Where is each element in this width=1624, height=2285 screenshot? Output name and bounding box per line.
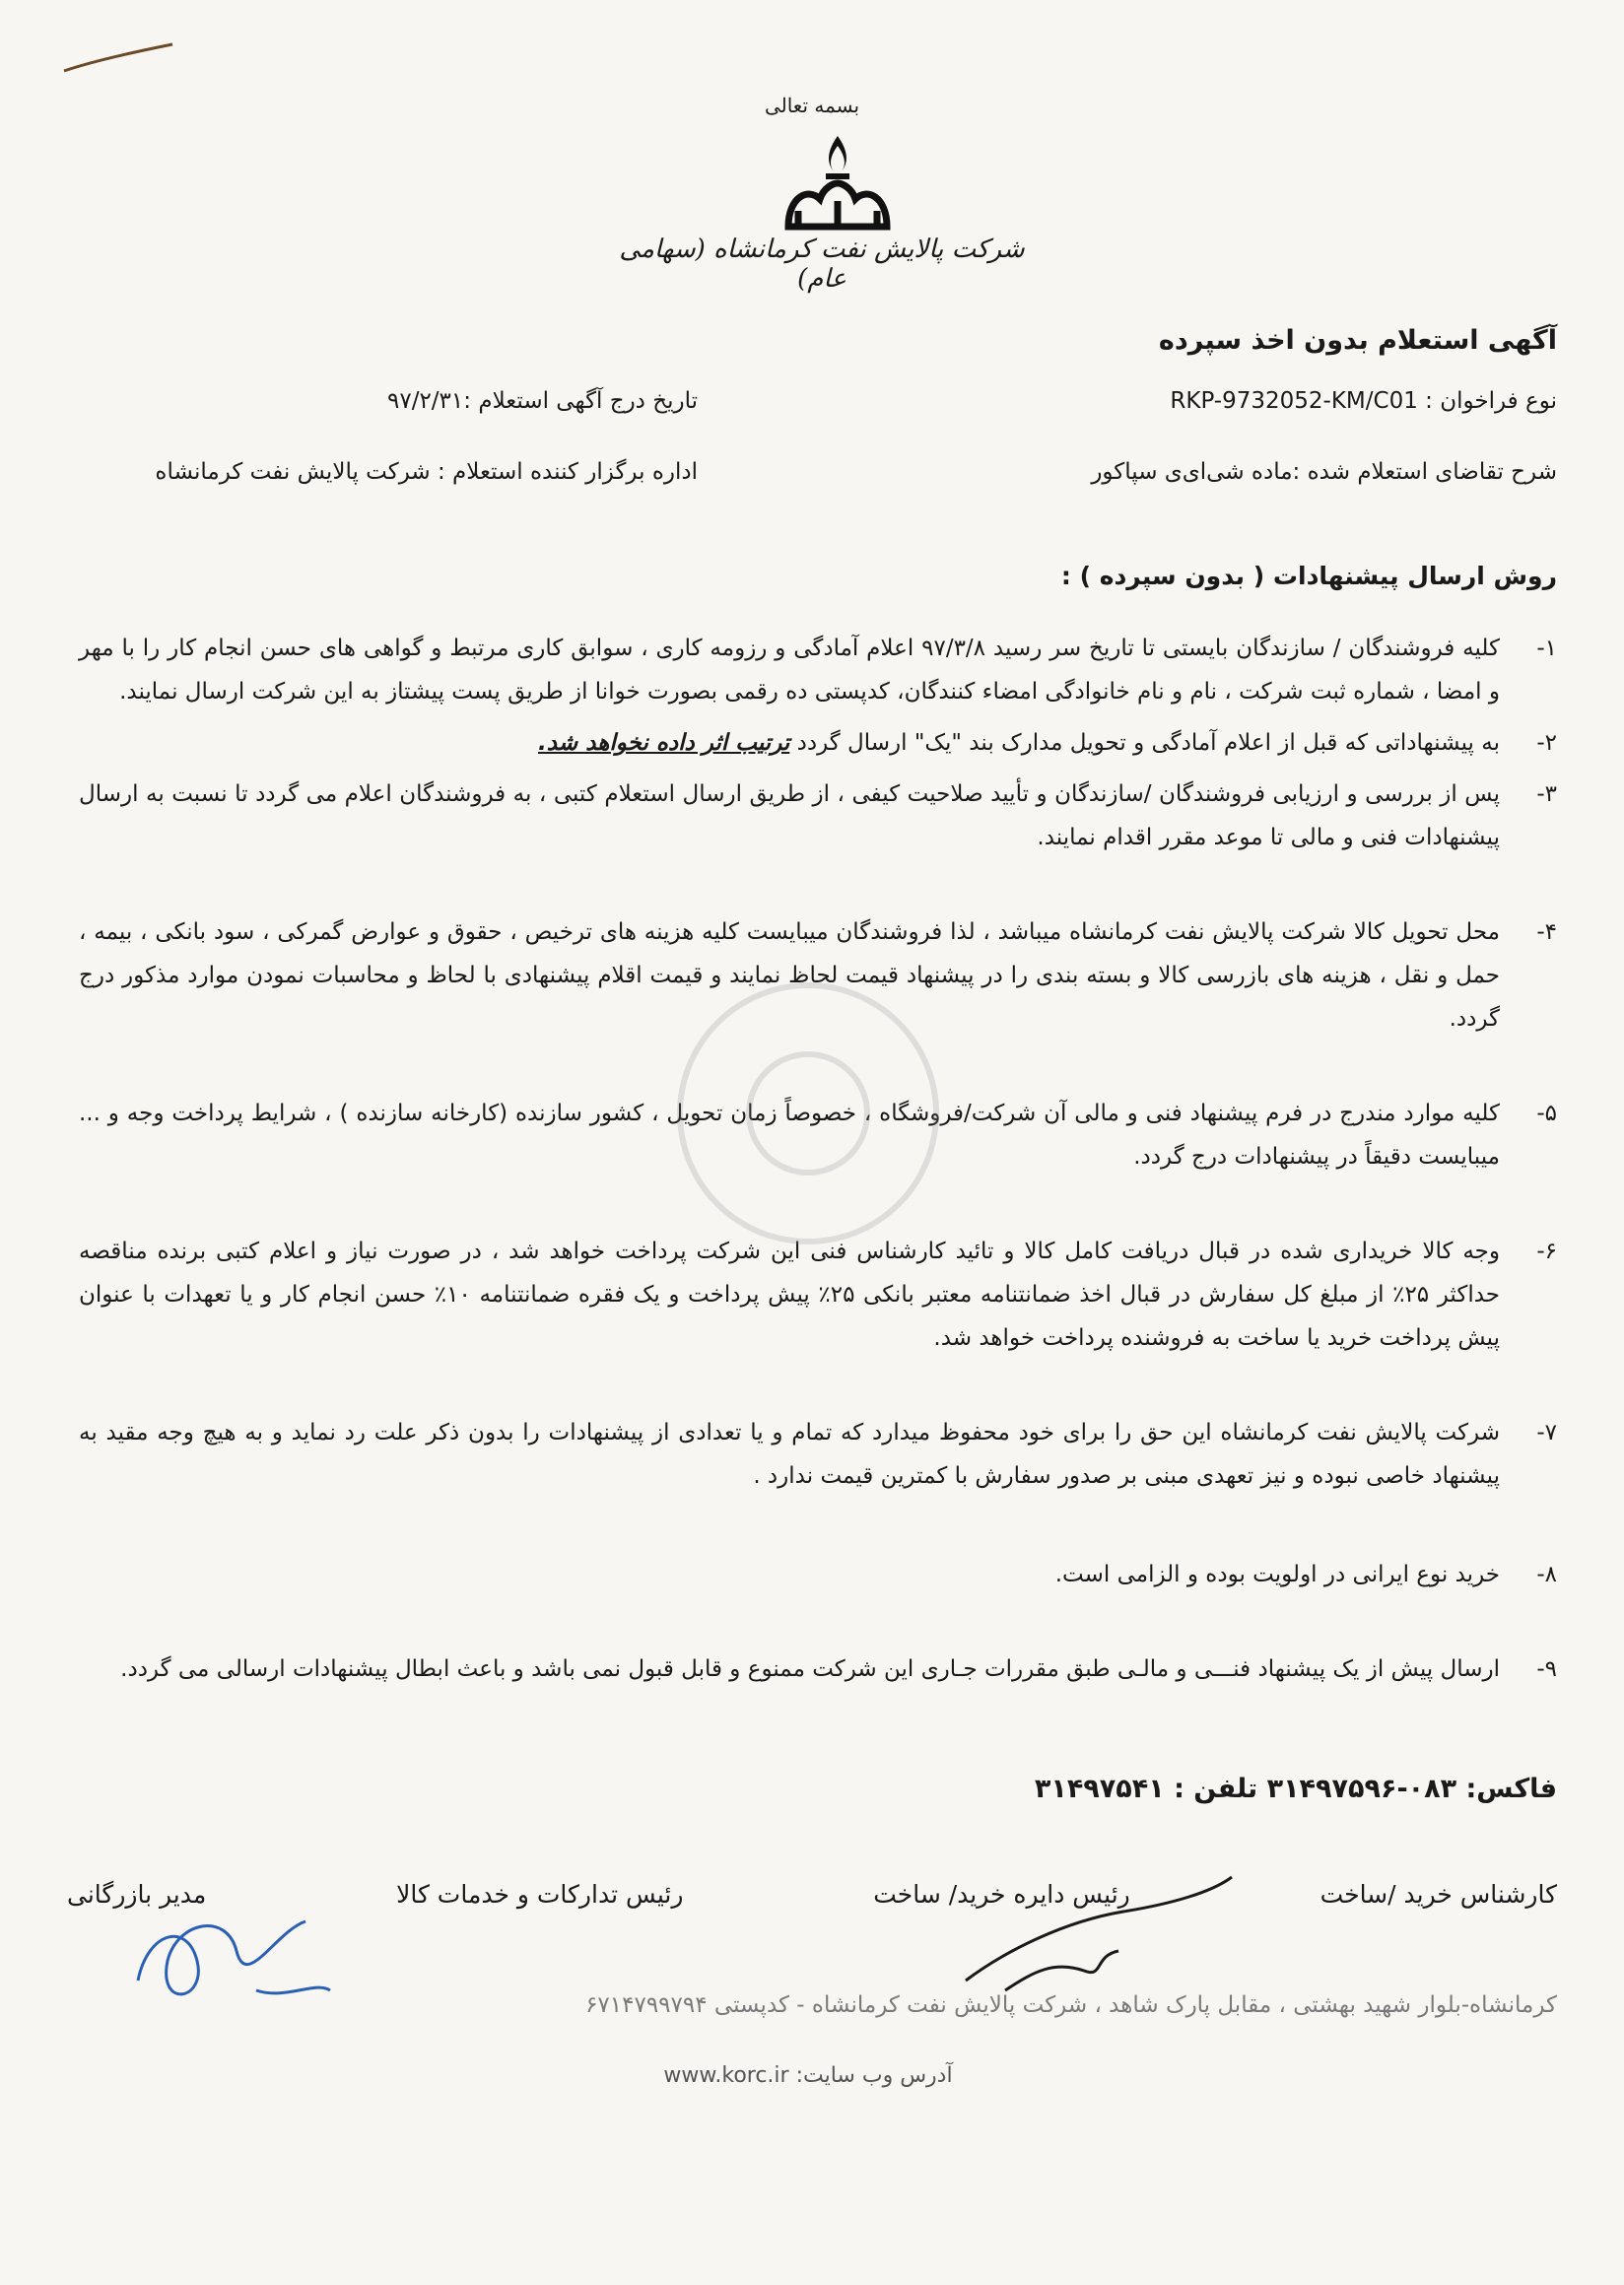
handwritten-signature — [946, 1862, 1242, 2010]
item-text: محل تحویل کالا شرکت پالایش نفت کرمانشاه میباشد ، لذا فروشندگان میبایست کلیه هزینه های ترخیص ، حقوق و عوارض گمرکی ، سود بانکی ، بیمه ، حمل و نقل ، هزینه های بازرسی کالا و بسته بندی را در پیشنهاد قیمت لحاظ نمایند و قیمت اقلام پیشنهادی با لحاظ و محاسبات نمودن موارد مذکور درج گردد. — [79, 919, 1500, 1032]
item-text: ارسال پیش از یک پیشنهاد فنـــی و مالـی طبق مقررات جـاری این شرکت ممنوع و قابل قبول نمی باشد و باعث ابطال پیشنهادات ارسالی می گردد. — [120, 1656, 1500, 1682]
item-number: ۳- — [1536, 781, 1557, 807]
bismillah-text: بسمه تعالی — [764, 94, 860, 117]
call-type: نوع فراخوان : RKP-9732052-KM/C01 — [1170, 388, 1557, 414]
item-text: شرکت پالایش نفت کرمانشاه این حق را برای خود محفوظ میدارد که تمام و یا تعدادی از پیشنهادات را بدون ذکر علت رد نماید و به هیچ وجه مقید به پیشنهاد خاصی نبوده و نیز تعهدی مبنی بر صدور سفارش با کمترین قیمت ندارد . — [79, 1420, 1500, 1489]
company-logo-icon — [769, 128, 907, 236]
signer-title: مدیر بازرگانی — [67, 1880, 207, 1909]
item-number: ۹- — [1536, 1656, 1557, 1682]
contact-numbers: فاکس: ۰۸۳-۳۱۴۹۷۵۹۶ تلفن : ۳۱۴۹۷۵۴۱ — [1034, 1774, 1557, 1804]
insert-date: تاریخ درج آگهی استعلام :۹۷/۲/۳۱ — [387, 388, 698, 414]
list-item — [79, 773, 1557, 859]
announcement-title: آگهی استعلام بدون اخذ سپرده — [1158, 325, 1557, 356]
list-item — [79, 721, 1557, 765]
item-number: ۴- — [1536, 919, 1557, 945]
item-text: خرید نوع ایرانی در اولویت بوده و الزامی است. — [1054, 1562, 1500, 1587]
item-number: ۲- — [1536, 730, 1557, 756]
item-number: ۷- — [1536, 1420, 1557, 1445]
website-label: آدرس وب سایت: — [795, 2063, 953, 2088]
company-address: کرمانشاه-بلوار شهید بهشتی ، مقابل پارک شاهد ، شرکت پالایش نفت کرمانشاه - کدپستی ۶۷۱۴۷۹۹۷۹۴ — [585, 1992, 1557, 2018]
signer-title: کارشناس خرید /ساخت — [1320, 1880, 1557, 1909]
item-text: کلیه فروشندگان / سازندگان بایستی تا تاریخ سر رسید ۹۷/۳/۸ اعلام آمادگی و رزومه کاری ، سوابق کاری مرتبط و گواهی های حسن انجام کار را با مهر و امضا ، شماره ثبت شرکت ، نام و نام خانوادگی امضاء کنندگان، کدپستی ده رقمی بصورت خوانا از طریق پست پیشتاز به این شرکت ارسال نمایند. — [79, 636, 1500, 705]
item-number: ۱- — [1536, 636, 1557, 661]
list-item — [79, 627, 1557, 713]
request-description: شرح تقاضای استعلام شده :ماده شی‌ای‌ی سپاکور — [1091, 459, 1557, 485]
company-name: شرکت پالایش نفت کرمانشاه (سهامی عام) — [619, 235, 1025, 294]
item-number: ۶- — [1536, 1239, 1557, 1264]
signer-title: رئیس دایره خرید/ ساخت — [873, 1880, 1130, 1909]
website-link[interactable]: www.korc.ir — [663, 2063, 789, 2088]
list-item — [79, 1553, 1557, 1596]
signer-title: رئیس تدارکات و خدمات کالا — [396, 1880, 684, 1909]
item-text: پس از بررسی و ارزیابی فروشندگان /سازندگان و تأیید صلاحیت کیفی ، از طریق ارسال استعلام کتبی ، به فروشندگان اعلام می گردد تا نسبت به ارسال پیشنهادات فنی و مالی تا موعد مقرر اقدام نمایند. — [79, 781, 1500, 850]
website-line — [512, 2063, 1104, 2088]
watermark-stamp — [591, 966, 1025, 1261]
pen-stroke-mark — [59, 39, 177, 79]
section-title: روش ارسال پیشنهادات ( بدون سپرده ) : — [1060, 562, 1557, 590]
organizer-office: اداره برگزار کننده استعلام : شرکت پالایش نفت کرمانشاه — [155, 459, 698, 485]
list-item — [79, 1411, 1557, 1498]
item-text: کلیه موارد مندرج در فرم پیشنهاد فنی و مالی آن شرکت/فروشگاه ، خصوصاً زمان تحویل ، کشور سازنده (کارخانه سازنده ) ، شرایط پرداخت وجه و ... میبایست دقیقاً در پیشنهادات درج گردد. — [79, 1101, 1500, 1170]
item-text: به پیشنهاداتی که قبل از اعلام آمادگی و تحویل مدارک بند "یک" ارسال گردد — [796, 730, 1500, 756]
item-text: وجه کالا خریداری شده در قبال دریافت کامل کالا و تائید کارشناس فنی این شرکت پرداخت خواهد شد ، در صورت نیاز و اعلام کتبی برنده مناقصه حداکثر ۲۵٪ از مبلغ کل سفارش در قبال اخذ ضمانتنامه معتبر بانکی ۲۵٪ پیش پرداخت و یک فقره ضمانتنامه ۱۰٪ حسن انجام کار و یا تعهدات با عنوان پیش پرداخت خرید یا ساخت به فروشنده پرداخت خواهد شد. — [79, 1239, 1500, 1351]
item-number: ۵- — [1536, 1101, 1557, 1126]
item-number: ۸- — [1536, 1562, 1557, 1587]
item-emphasis: ترتیب اثر داده نخواهد شد. — [538, 730, 790, 756]
item-text-wrapper — [79, 721, 1500, 765]
list-item — [79, 1647, 1557, 1691]
